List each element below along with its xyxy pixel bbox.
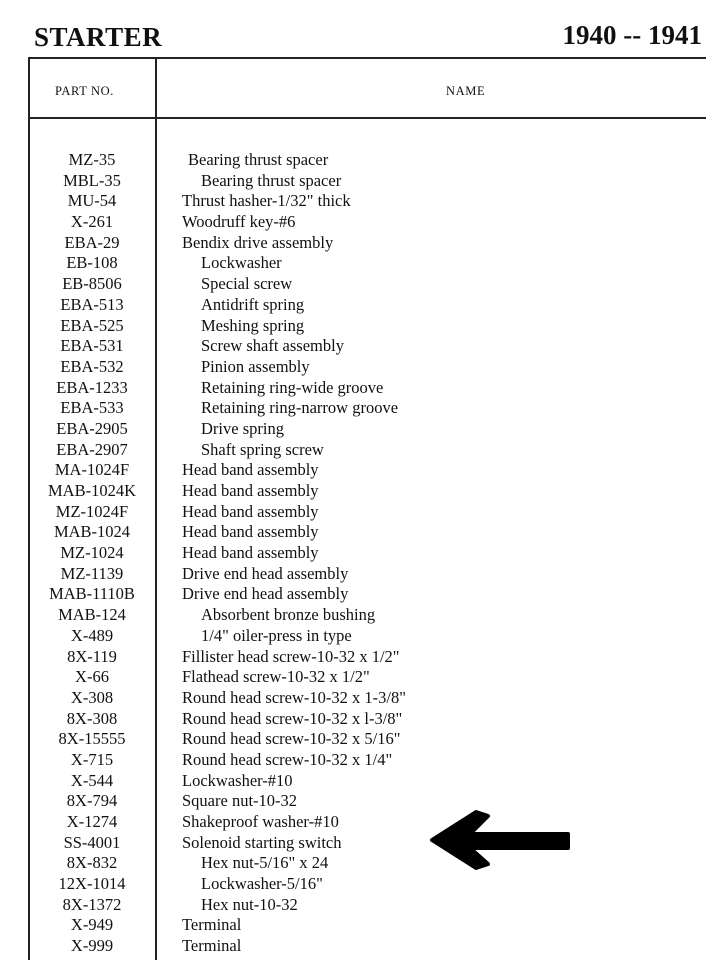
part-number: X-489 bbox=[70, 625, 114, 645]
table-row bbox=[0, 398, 706, 419]
part-name: Head band assembly bbox=[182, 501, 319, 521]
part-number: X-715 bbox=[70, 749, 114, 769]
part-number: X-544 bbox=[70, 770, 114, 790]
table-row bbox=[0, 895, 706, 916]
part-name: Head band assembly bbox=[182, 481, 319, 500]
part-name: Bearing thrust spacer bbox=[188, 150, 329, 169]
part-number: EBA-1233 bbox=[56, 377, 128, 397]
part-number: EB-108 bbox=[66, 253, 118, 273]
part-number: MAB-1024K bbox=[47, 481, 136, 500]
part-name: Terminal bbox=[182, 936, 242, 956]
part-name: Drive end head assembly bbox=[182, 563, 349, 583]
table-row bbox=[0, 233, 706, 254]
part-number: EB-8506 bbox=[62, 274, 122, 294]
part-name: Retaining ring-wide groove bbox=[201, 377, 384, 397]
part-number: EBA-532 bbox=[60, 356, 124, 376]
part-name: Lockwasher-5/16" bbox=[201, 874, 323, 894]
part-number: 12X-1014 bbox=[58, 874, 126, 894]
column-header-name: NAME bbox=[446, 84, 486, 98]
part-name: Round head screw-10-32 x 1-3/8" bbox=[182, 687, 406, 707]
table-row bbox=[0, 460, 706, 481]
part-name: Round head screw-10-32 x l-3/8" bbox=[182, 708, 403, 728]
table-row bbox=[0, 336, 706, 357]
part-number: MZ-1139 bbox=[60, 563, 124, 583]
part-name: Flathead screw-10-32 x 1/2" bbox=[182, 667, 370, 687]
table-row bbox=[0, 564, 706, 585]
part-name: Antidrift spring bbox=[201, 294, 305, 314]
table-row bbox=[0, 667, 706, 688]
part-number: X-949 bbox=[70, 915, 114, 935]
table-row bbox=[0, 295, 706, 316]
part-name: Shaft spring screw bbox=[201, 439, 324, 459]
table-row bbox=[0, 481, 706, 502]
part-number: 8X-308 bbox=[66, 708, 118, 728]
part-number: MAB-1024 bbox=[53, 522, 131, 542]
parts-list bbox=[0, 150, 706, 957]
table-row bbox=[0, 936, 706, 957]
part-number: X-308 bbox=[70, 687, 114, 707]
table-row bbox=[0, 522, 706, 543]
part-number: 8X-794 bbox=[66, 791, 118, 811]
part-name: Solenoid starting switch bbox=[182, 832, 342, 852]
part-name: 1/4" oiler-press in type bbox=[201, 625, 352, 645]
part-name: Lockwasher bbox=[201, 253, 282, 273]
table-row bbox=[0, 440, 706, 461]
table-row bbox=[0, 688, 706, 709]
table-row bbox=[0, 833, 706, 854]
table-row bbox=[0, 253, 706, 274]
part-number: 8X-15555 bbox=[58, 729, 126, 749]
part-name: Round head screw-10-32 x 5/16" bbox=[182, 729, 401, 749]
table-row bbox=[0, 853, 706, 874]
part-number: X-66 bbox=[75, 667, 109, 687]
table-row bbox=[0, 791, 706, 812]
part-name: Terminal bbox=[182, 915, 242, 935]
part-name: Head band assembly bbox=[182, 543, 319, 563]
part-number: EBA-525 bbox=[60, 315, 124, 335]
part-number: MZ-1024 bbox=[60, 543, 124, 563]
table-row bbox=[0, 171, 706, 192]
part-number: EBA-533 bbox=[60, 398, 124, 418]
table-row bbox=[0, 419, 706, 440]
table-row bbox=[0, 274, 706, 295]
part-name: Shakeproof washer-#10 bbox=[182, 812, 339, 831]
table-row bbox=[0, 709, 706, 730]
left-arrow-icon bbox=[418, 808, 578, 872]
part-number: EBA-531 bbox=[60, 336, 124, 356]
table-row bbox=[0, 874, 706, 895]
table-row bbox=[0, 812, 706, 833]
part-name: Bendix drive assembly bbox=[182, 232, 334, 252]
table-row bbox=[0, 502, 706, 523]
part-name: Drive end head assembly bbox=[182, 584, 349, 604]
part-name: Square nut-10-32 bbox=[182, 791, 298, 811]
part-name: Round head screw-10-32 x 1/4" bbox=[182, 749, 393, 769]
part-name: Lockwasher-#10 bbox=[182, 770, 293, 790]
part-number: SS-4001 bbox=[63, 832, 121, 852]
table-header-divider bbox=[28, 117, 706, 119]
part-number: X-261 bbox=[70, 212, 114, 232]
part-number: EBA-2907 bbox=[56, 439, 128, 459]
table-row bbox=[0, 626, 706, 647]
part-number: X-1274 bbox=[66, 812, 118, 831]
part-name: Thrust hasher-1/32" thick bbox=[182, 191, 351, 211]
table-row bbox=[0, 212, 706, 233]
part-number: MZ-35 bbox=[68, 150, 116, 169]
part-number: EBA-2905 bbox=[56, 418, 128, 438]
table-row bbox=[0, 378, 706, 399]
table-row bbox=[0, 771, 706, 792]
table-row bbox=[0, 191, 706, 212]
part-name: Special screw bbox=[201, 274, 293, 294]
part-number: MAB-1110B bbox=[49, 584, 135, 604]
part-name: Woodruff key-#6 bbox=[182, 212, 296, 232]
table-row bbox=[0, 150, 706, 171]
table-row bbox=[0, 605, 706, 626]
part-number: X-999 bbox=[70, 936, 114, 956]
part-number: MU-54 bbox=[67, 191, 117, 211]
part-name: Meshing spring bbox=[201, 315, 305, 335]
part-name: Hex nut-5/16" x 24 bbox=[201, 853, 329, 873]
part-number: EBA-29 bbox=[64, 232, 120, 252]
table-row bbox=[0, 543, 706, 564]
part-number: MZ-1024F bbox=[55, 501, 129, 521]
year-range: 1940 -- 1941 bbox=[562, 20, 702, 50]
part-name: Absorbent bronze bushing bbox=[201, 605, 376, 625]
part-number: 8X-1372 bbox=[62, 894, 122, 914]
table-row bbox=[0, 584, 706, 605]
part-number: MAB-124 bbox=[58, 605, 126, 625]
page-title: STARTER bbox=[34, 22, 163, 52]
column-header-part-no: PART NO. bbox=[55, 84, 114, 98]
part-name: Head band assembly bbox=[182, 460, 319, 480]
part-number: 8X-832 bbox=[66, 853, 118, 873]
part-name: Head band assembly bbox=[182, 522, 319, 542]
table-row bbox=[0, 316, 706, 337]
table-row bbox=[0, 729, 706, 750]
table-row bbox=[0, 357, 706, 378]
part-name: Hex nut-10-32 bbox=[201, 894, 298, 914]
part-number: EBA-513 bbox=[60, 294, 124, 314]
part-number: 8X-119 bbox=[67, 646, 117, 666]
part-number: MBL-35 bbox=[63, 170, 121, 190]
table-row bbox=[0, 647, 706, 668]
part-name: Screw shaft assembly bbox=[201, 336, 344, 356]
table-row bbox=[0, 750, 706, 771]
part-name: Pinion assembly bbox=[201, 356, 310, 376]
table-top-border bbox=[28, 57, 706, 59]
table-row bbox=[0, 915, 706, 936]
part-number: MA-1024F bbox=[54, 460, 130, 480]
part-name: Fillister head screw-10-32 x 1/2" bbox=[182, 646, 400, 666]
part-name: Drive spring bbox=[201, 418, 284, 438]
part-name: Retaining ring-narrow groove bbox=[201, 398, 399, 418]
part-name: Bearing thrust spacer bbox=[201, 170, 342, 190]
